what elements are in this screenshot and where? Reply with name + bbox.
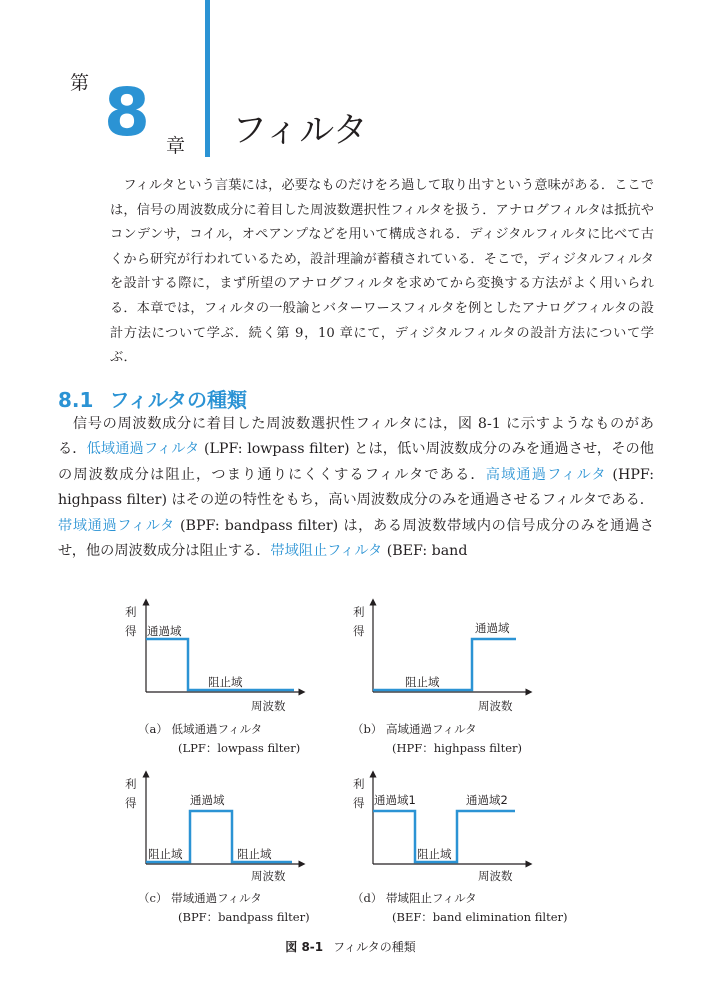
panel-bpf xyxy=(125,774,310,924)
pass-label: 通過域 xyxy=(190,793,225,807)
body-text-f: (BEF: band xyxy=(382,543,468,560)
term-lpf: 低域通過フィルタ xyxy=(86,441,200,458)
chapter-prefix: 第 xyxy=(70,72,90,94)
y-label-1: 利 xyxy=(125,605,137,619)
stop-label: 阻止域 xyxy=(405,675,440,689)
x-label: 周波数 xyxy=(478,869,513,883)
caption-d-1: （d） 帯域阻止フィルタ xyxy=(352,891,477,905)
section-heading xyxy=(58,384,247,413)
chapter-suffix: 章 xyxy=(166,135,186,157)
caption-c-2: (BPF：bandpass filter) xyxy=(178,910,310,924)
stop-label-right: 阻止域 xyxy=(237,847,272,861)
pass-label: 通過域 xyxy=(147,624,182,638)
caption-b-2: (HPF：highpass filter) xyxy=(392,741,523,755)
intro-paragraph xyxy=(110,174,654,371)
x-label: 周波数 xyxy=(478,699,513,713)
figure-caption xyxy=(0,938,701,955)
figure-8-1 xyxy=(0,595,701,935)
body-text-d: (HPF: highpass filter) はその逆の特性をもち，高い周波数成分のみを通過させるフィルタである． xyxy=(58,466,654,509)
section-title: フィルタの種類 xyxy=(109,388,248,412)
term-bpf: 帯域通過フィルタ xyxy=(58,517,175,534)
body-text-c: (LPF: lowpass filter) とは，低い周波数成分のみを通過させ，その他の周波数成分は阻止，つまり通りにくくするフィルタである． xyxy=(58,441,654,483)
y-label-1: 利 xyxy=(353,777,365,791)
caption-a-1: （a） 低域通過フィルタ xyxy=(138,722,263,736)
pass-label: 通過域 xyxy=(475,621,510,635)
pass-label-2: 通過域2 xyxy=(466,793,508,807)
y-label-2: 得 xyxy=(353,624,365,638)
body-text-b: には，図 8-1 に示すようなものがある． xyxy=(58,416,654,458)
y-label-1: 利 xyxy=(125,777,137,791)
panel-bef xyxy=(352,774,568,924)
y-label-2: 得 xyxy=(125,624,137,638)
x-label: 周波数 xyxy=(251,869,286,883)
y-label-1: 利 xyxy=(353,605,365,619)
chapter-title: フィルタ xyxy=(232,111,368,151)
response-line xyxy=(373,639,516,690)
body-text-a: 信号の周波数成分に着目した xyxy=(72,416,267,432)
figure-caption-title: フィルタの種類 xyxy=(333,940,416,954)
term-bef: 帯域阻止フィルタ xyxy=(270,543,383,560)
caption-a-2: (LPF：lowpass filter) xyxy=(178,741,301,755)
caption-d-2: (BEF：band elimination filter) xyxy=(392,910,568,924)
x-label: 周波数 xyxy=(251,699,286,713)
panel-hpf xyxy=(352,602,529,755)
caption-b-1: （b） 高域通過フィルタ xyxy=(352,722,477,736)
caption-c-1: （c） 帯域通過フィルタ xyxy=(138,891,262,905)
body-highlight: 周波数選択性フィルタ xyxy=(266,416,414,432)
stop-label-left: 阻止域 xyxy=(148,847,183,861)
intro-highlight: 必要なものだけをろ過して取り出す xyxy=(281,178,495,193)
figure-caption-number: 図 8-1 xyxy=(285,940,324,954)
stop-label: 阻止域 xyxy=(417,847,452,861)
intro-text-2: という意味がある．ここでは，信号の周波数成分に着目した周波数選択性フィルタを扱う．アナログフィルタは抵抗やコンデンサ，コイル，オペアンプなどを用いて構成される．ディジタルフィルタに比べて古くから研究が行われているため，設計理論が蓄積されている．そこで，ディジタルフィルタを設計する際に，まず所望のアナログフィルタを求めてから変換する方法がよく用いられる．本章では，フィルタの一般論とバターワースフィルタを例としたアナログフィルタの設計方法について学ぶ．続く第 9，10 章にて，ディジタルフィルタの設計方法について学ぶ． xyxy=(110,178,655,366)
section-body xyxy=(58,412,654,564)
intro-text-1: フィルタという言葉には， xyxy=(123,178,282,193)
stop-label: 阻止域 xyxy=(208,675,243,689)
panel-lpf xyxy=(125,602,302,755)
body-text-e: (BPF: bandpass filter) は，ある周波数帯域内の信号成分のみを通過させ，他の周波数成分は阻止する． xyxy=(58,517,654,560)
term-hpf: 高域通過フィルタ xyxy=(485,466,607,483)
chapter-number: 8 xyxy=(104,74,150,151)
section-number: 8.1 xyxy=(58,388,94,412)
pass-label-1: 通過域1 xyxy=(374,793,416,807)
chapter-divider xyxy=(205,0,210,157)
y-label-2: 得 xyxy=(125,796,137,810)
y-label-2: 得 xyxy=(353,796,365,810)
